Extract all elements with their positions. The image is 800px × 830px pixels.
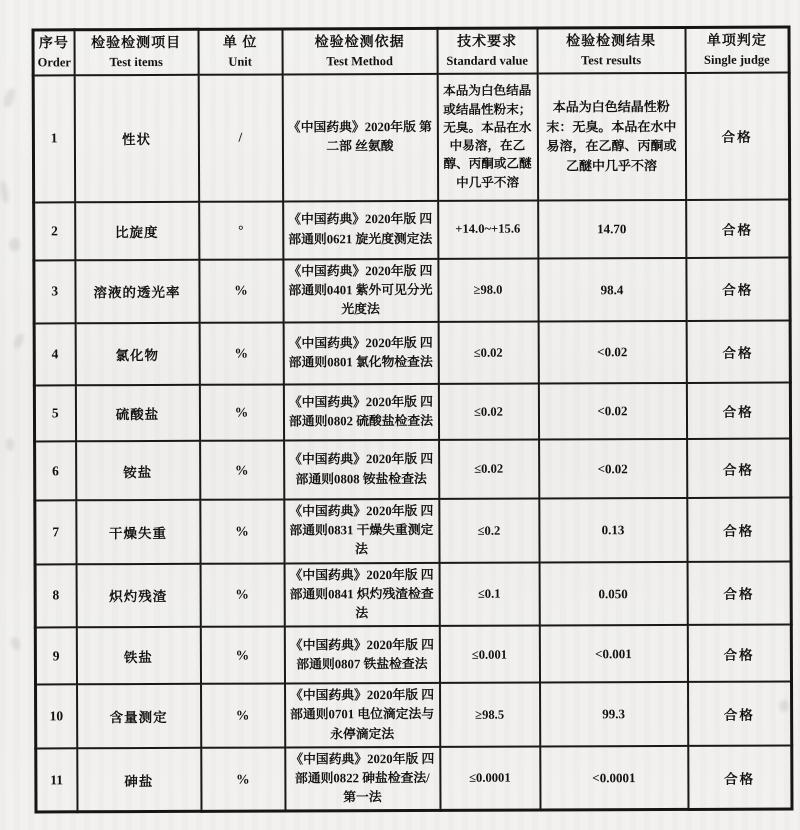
header-order-zh: 序号 (38, 36, 69, 52)
cell-unit: % (199, 323, 283, 385)
cell-judge: 合格 (687, 498, 791, 562)
cell-test-method: 《中国药典》2020年版 四部通则0621 旋光度测定法 (283, 200, 438, 259)
table-row (34, 383, 790, 442)
table-row (35, 439, 791, 501)
table-row (33, 72, 789, 202)
header-test-method-en: Test Method (326, 53, 393, 68)
cell-test-method: 《中国药典》2020年版 四部通则0801 氯化物检查法 (283, 322, 438, 385)
cell-judge: 合格 (686, 383, 790, 439)
header-standard-value (437, 28, 537, 73)
cell-test-item: 干燥失重 (76, 500, 200, 564)
header-row (33, 27, 789, 75)
cell-unit: % (199, 259, 283, 323)
cell-test-item: 比旋度 (75, 201, 199, 259)
cell-test-method: 《中国药典》2020年版 四部通则0802 硫酸盐检查法 (283, 384, 438, 441)
cell-standard-value: +14.0~+15.6 (438, 200, 538, 258)
cell-unit: % (200, 563, 284, 627)
table-row (34, 257, 790, 323)
cell-judge: 合格 (686, 257, 790, 321)
cell-unit: % (200, 627, 284, 684)
cell-test-result: <0.0001 (540, 746, 688, 811)
cell-test-method: 《中国药典》2020年版 第二部 丝氨酸 (282, 73, 437, 201)
scan-smudge (9, 238, 20, 251)
header-test-items-zh: 检验检测项目 (91, 36, 182, 52)
table-row (35, 561, 791, 627)
cell-test-method: 《中国药典》2020年版 四部通则0841 炽灼残渣检查法 (284, 563, 439, 627)
test-report-table (31, 26, 793, 814)
cell-judge: 合格 (686, 199, 790, 257)
cell-standard-value: ≥98.5 (440, 683, 540, 747)
cell-judge: 合格 (688, 745, 792, 809)
cell-test-item: 炽灼残渣 (76, 563, 200, 627)
cell-unit: % (200, 500, 284, 564)
cell-order: 8 (35, 564, 76, 628)
header-standard-value-zh: 技术要求 (457, 34, 518, 51)
header-single-judge (685, 27, 789, 72)
cell-unit: % (200, 441, 284, 500)
cell-order: 2 (34, 202, 75, 260)
cell-test-item: 性状 (74, 74, 198, 201)
cell-standard-value: ≤0.2 (439, 499, 539, 563)
header-test-results (537, 27, 685, 73)
cell-judge: 合格 (687, 561, 791, 625)
cell-standard-value: ≤0.001 (439, 626, 539, 683)
cell-test-method: 《中国药典》2020年版 四部通则0831 干燥失重测定法 (284, 499, 439, 563)
header-order-en: Order (37, 54, 71, 70)
header-test-method (282, 28, 437, 74)
table-body (33, 72, 792, 812)
header-test-results-zh: 检验检测结果 (566, 34, 657, 50)
scan-smudge (0, 180, 10, 205)
cell-standard-value: ≤0.02 (438, 384, 538, 440)
cell-unit: / (198, 74, 282, 201)
cell-test-method: 《中国药典》2020年版 四部通则0822 砷盐检查法/第一法 (285, 747, 440, 812)
cell-unit: ° (199, 201, 283, 259)
header-unit (198, 29, 282, 74)
header-order (33, 30, 74, 75)
cell-judge: 合格 (687, 439, 791, 498)
table-row (36, 745, 792, 812)
header-test-method-zh: 检验检测依据 (314, 35, 405, 51)
scan-smudge (2, 87, 17, 109)
cell-standard-value: 本品为白色结晶或结晶性粉末；无臭。本品在水中易溶，在乙醇、丙酮或乙醚中几乎不溶 (437, 73, 537, 200)
table-row (34, 199, 790, 260)
cell-test-item: 氯化物 (75, 323, 199, 385)
cell-order: 1 (33, 75, 74, 202)
cell-test-item: 铁盐 (76, 627, 200, 684)
cell-order: 6 (35, 441, 76, 500)
scan-smudge (9, 636, 22, 651)
table-row (35, 625, 791, 685)
header-test-results-en: Test results (581, 52, 642, 67)
cell-unit: % (199, 385, 283, 441)
cell-judge: 合格 (686, 321, 790, 383)
cell-order: 5 (34, 385, 75, 441)
cell-standard-value: ≥98.0 (438, 258, 538, 322)
header-unit-en: Unit (228, 54, 252, 69)
cell-test-method: 《中国药典》2020年版 四部通则0701 电位滴定法与永停滴定法 (285, 683, 440, 747)
document-scan (31, 26, 791, 814)
cell-order: 10 (36, 684, 77, 748)
cell-test-result: 99.3 (540, 682, 688, 746)
cell-judge: 合格 (688, 682, 792, 746)
table-row (36, 682, 792, 748)
cell-test-result: 0.050 (539, 562, 687, 626)
cell-test-item: 溶液的透光率 (75, 259, 199, 323)
cell-order: 11 (36, 748, 77, 812)
cell-order: 3 (34, 260, 75, 324)
cell-test-result: 0.13 (539, 498, 687, 562)
header-test-items-en: Test items (109, 54, 163, 69)
header-unit-zh: 单 位 (222, 35, 258, 52)
scan-smudge (12, 332, 26, 350)
cell-test-item: 铵盐 (76, 441, 200, 500)
cell-test-result: <0.02 (538, 383, 686, 440)
cell-judge: 合格 (685, 72, 789, 199)
cell-test-result: <0.02 (539, 439, 687, 499)
cell-test-method: 《中国药典》2020年版 四部通则0807 铁盐检查法 (284, 626, 439, 684)
cell-unit: % (201, 747, 285, 811)
cell-judge: 合格 (687, 625, 791, 682)
table-row (35, 498, 791, 564)
cell-standard-value: ≤0.1 (439, 562, 539, 626)
header-standard-value-en: Standard value (446, 53, 528, 68)
cell-test-method: 《中国药典》2020年版 四部通则0808 铵盐检查法 (284, 440, 439, 500)
cell-test-result: 98.4 (538, 257, 686, 321)
header-single-judge-zh: 单项判定 (706, 33, 767, 50)
cell-order: 7 (35, 500, 76, 564)
cell-unit: % (201, 684, 285, 748)
cell-order: 4 (34, 323, 75, 385)
cell-standard-value: ≤0.02 (439, 440, 539, 499)
scan-smudge (6, 438, 14, 451)
cell-test-result: <0.02 (538, 321, 686, 384)
cell-test-item: 砷盐 (77, 748, 201, 813)
cell-test-result: <0.001 (539, 625, 687, 683)
cell-test-result: 本品为白色结晶性粉末：无臭。本品在水中易溶，在乙醇、丙酮或乙醚中几乎不溶 (537, 72, 685, 200)
table-row (34, 321, 790, 386)
cell-test-item: 硫酸盐 (75, 385, 199, 441)
cell-test-item: 含量测定 (77, 684, 201, 748)
cell-standard-value: ≤0.0001 (440, 746, 540, 810)
cell-standard-value: ≤0.02 (438, 322, 538, 384)
header-single-judge-en: Single judge (704, 52, 770, 67)
cell-test-result: 14.70 (538, 199, 686, 258)
header-test-items (74, 29, 198, 74)
cell-order: 9 (35, 627, 76, 684)
cell-test-method: 《中国药典》2020年版 四部通则0401 紫外可见分光光度法 (283, 258, 438, 322)
